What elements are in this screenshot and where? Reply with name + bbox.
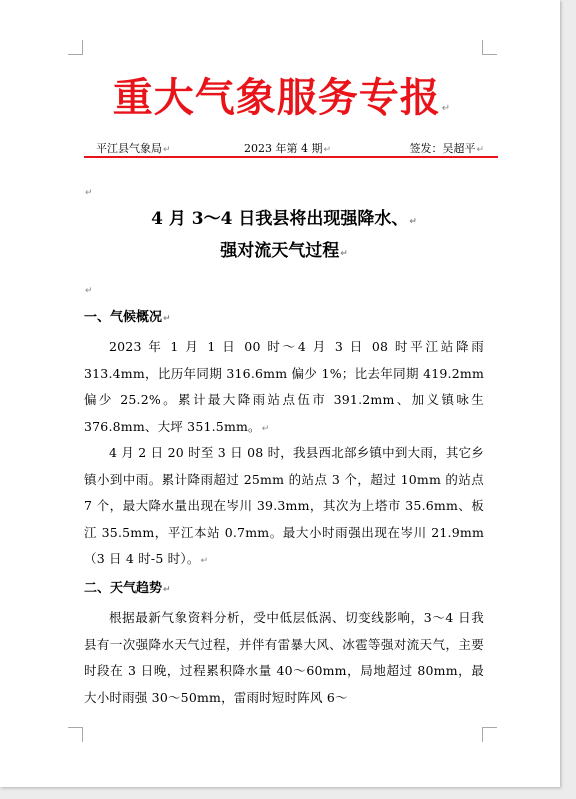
margin-marker-bottom-right — [482, 727, 497, 742]
empty-paragraph[interactable] — [84, 180, 93, 199]
paragraph-mark-icon: ↵ — [340, 249, 348, 259]
paragraph-mark-icon: ↵ — [200, 556, 209, 566]
margin-marker-top-left — [68, 40, 83, 55]
paragraph-weather-trend[interactable]: 根据最新气象资料分析，受中低层低涡、切变线影响，3～4 日我县有一次强降水天气过程，并伴有雷暴大风、冰雹等强对流天气，主要时段在 3 日晚，过程累积降水量 40～60mm，局地超过 80mm，最大小时雨强 30～50mm，雷雨时短时阵风 6～ — [84, 610, 484, 705]
issuer-text: 平江县气象局↵ — [96, 142, 171, 155]
paragraph-climate-summary[interactable]: 2023 年 1 月 1 日 00 时～4 月 3 日 08 时平江站降雨 313.4mm，比历年同期 316.6mm 偏少 1%；比去年同期 419.2mm 偏少 25.2%。累计最大降雨站点伍市 391.2mm、加义镇咏生 376.8mm、大坪 351.5mm。↵ — [84, 339, 484, 434]
paragraph-mark-icon: ↵ — [261, 423, 270, 434]
issue-info-line[interactable] — [84, 140, 492, 154]
paragraph-mark-icon: ↵ — [409, 217, 417, 227]
margin-marker-bottom-left — [68, 727, 83, 742]
paragraph-mark-icon: ↵ — [85, 286, 93, 296]
masthead-title-text: 重大气象服务专报 — [112, 75, 441, 121]
paragraph-mark-icon: ↵ — [441, 103, 452, 114]
red-divider-rule — [84, 156, 498, 158]
paragraph-mark-icon: ↵ — [163, 314, 171, 324]
section-heading-trend[interactable]: 二、天气趋势↵ — [84, 581, 171, 596]
signer-text: 签发：吴超平↵ — [409, 142, 484, 155]
paragraph-recent-rainfall[interactable]: 4 月 2 日 20 时至 3 日 08 时，我县西北部乡镇中到大雨，其它乡镇小到中雨。累计降雨超过 25mm 的站点 3 个，超过 10mm 的站点 7 个，最大降水量出现在岑川 39.3mm，其次为上塔市 35.6mm、板江 35.5mm，平江本站 0.7mm。最大小时雨强出现在岑川 21.9mm（3 日 4 时-5 时）。↵ — [84, 445, 484, 566]
empty-paragraph[interactable] — [84, 278, 93, 297]
paragraph-mark-icon: ↵ — [163, 585, 171, 595]
headline-line-2[interactable]: 强对流天气过程↵ — [220, 241, 348, 261]
issue-number-text: 2023 年第 4 期↵ — [244, 142, 332, 155]
section-heading-climate[interactable]: 一、气候概况↵ — [84, 310, 171, 325]
margin-marker-top-right — [482, 40, 497, 55]
masthead-title[interactable] — [82, 66, 482, 123]
headline-line-1[interactable]: 4 月 3～4 日我县将出现强降水、↵ — [151, 209, 417, 229]
paragraph-mark-icon: ↵ — [85, 188, 93, 198]
